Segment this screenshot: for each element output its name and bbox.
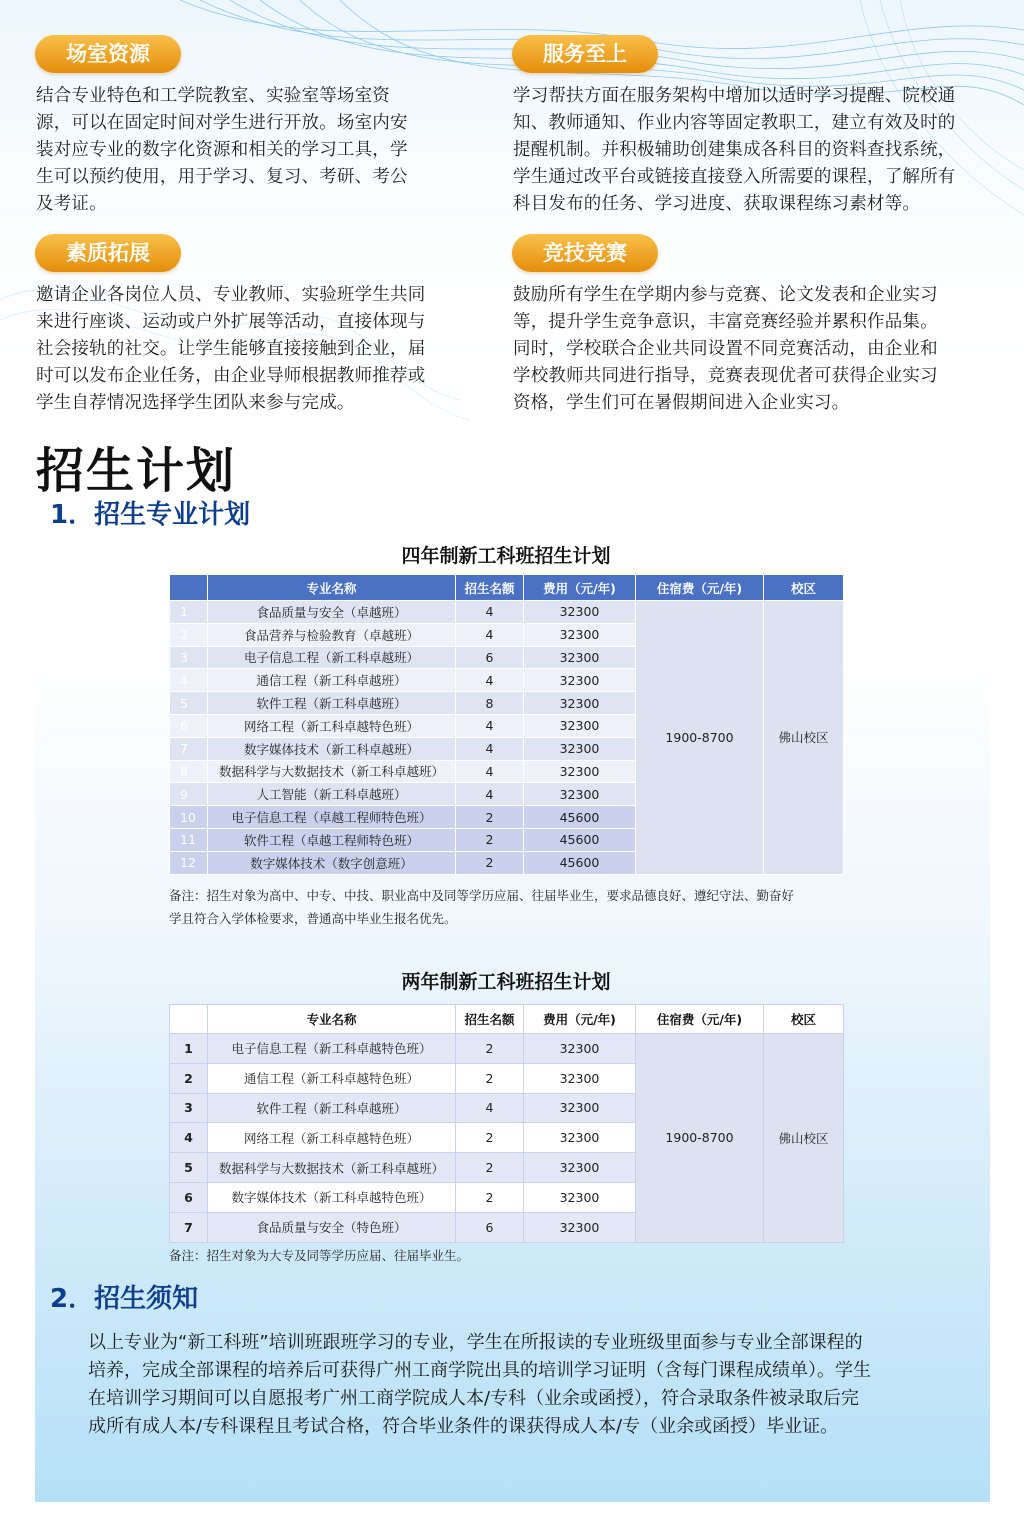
- major-name: 通信工程（新工科卓越班）: [208, 669, 456, 692]
- quota: 4: [456, 601, 524, 624]
- quota: 4: [456, 623, 524, 646]
- campus: 佛山校区: [764, 1034, 844, 1243]
- major-name: 通信工程（新工科卓越特色班）: [208, 1063, 456, 1093]
- table1-title: 四年制新工科班招生计划: [401, 545, 611, 567]
- quota: 8: [456, 692, 524, 715]
- fee: 32300: [524, 1123, 636, 1153]
- quota: 2: [456, 851, 524, 874]
- row-index: 3: [170, 1093, 208, 1123]
- room-resources-text: 结合专业特色和工学院教室、实验室等场室资 源，可以在固定时间对学生进行开放。场室内安 装对应专业的数字化资源和相关的学习工具，学 生可以预约使用，用于学习、复习、考研、考公 及考证。: [36, 86, 408, 214]
- major-name: 人工智能（新工科卓越班）: [208, 783, 456, 806]
- row-index: 4: [170, 1123, 208, 1153]
- quota: 2: [456, 1182, 524, 1212]
- row-index: 3: [170, 646, 208, 669]
- row-index: 4: [170, 669, 208, 692]
- fee: 32300: [524, 692, 636, 715]
- section-badge-competition: 竞技竞赛: [512, 234, 658, 272]
- quota: 2: [456, 806, 524, 829]
- header-index: [170, 575, 208, 601]
- row-index: 6: [170, 714, 208, 737]
- fee: 32300: [524, 1093, 636, 1123]
- section-badge-service: 服务至上: [512, 35, 658, 73]
- fee: 32300: [524, 1034, 636, 1064]
- row-index: 5: [170, 1153, 208, 1183]
- header-fee: 费用（元/年): [524, 575, 636, 601]
- fee: 45600: [524, 851, 636, 874]
- major-name: 电子信息工程（新工科卓越特色班）: [208, 1034, 456, 1064]
- table-header-row: [170, 575, 844, 601]
- quota: 2: [456, 1034, 524, 1064]
- major-name: 软件工程（新工科卓越班）: [208, 692, 456, 715]
- major-name: 数据科学与大数据技术（新工科卓越班）: [208, 1153, 456, 1183]
- quota: 2: [456, 1123, 524, 1153]
- major-name: 数字媒体技术（新工科卓越班）: [208, 737, 456, 760]
- header-index: [170, 1005, 208, 1034]
- header-major: 专业名称: [208, 575, 456, 601]
- quota: 6: [456, 646, 524, 669]
- subheading-enrollment-plan: 1．招生专业计划: [50, 500, 251, 530]
- fee: 32300: [524, 714, 636, 737]
- header-major: 专业名称: [208, 1005, 456, 1034]
- fee: 32300: [524, 669, 636, 692]
- fee: 32300: [524, 737, 636, 760]
- fee: 32300: [524, 1063, 636, 1093]
- quota: 2: [456, 828, 524, 851]
- major-name: 食品质量与安全（特色班）: [208, 1212, 456, 1242]
- fee: 32300: [524, 1182, 636, 1212]
- quota: 4: [456, 669, 524, 692]
- row-index: 5: [170, 692, 208, 715]
- major-name: 数字媒体技术（新工科卓越特色班）: [208, 1182, 456, 1212]
- table-row: [170, 1034, 844, 1064]
- fee: 32300: [524, 783, 636, 806]
- quota: 4: [456, 714, 524, 737]
- two-year-plan-table: [169, 1004, 844, 1243]
- row-index: 1: [170, 1034, 208, 1064]
- row-index: 9: [170, 783, 208, 806]
- fee: 32300: [524, 646, 636, 669]
- quota: 4: [456, 760, 524, 783]
- major-name: 电子信息工程（卓越工程师特色班）: [208, 806, 456, 829]
- row-index: 2: [170, 1063, 208, 1093]
- table2-note: 备注：招生对象为大专及同等学历应届、往届毕业生。: [169, 1248, 470, 1263]
- fee: 32300: [524, 1212, 636, 1242]
- fee: 32300: [524, 601, 636, 624]
- major-name: 电子信息工程（新工科卓越班）: [208, 646, 456, 669]
- quota: 2: [456, 1063, 524, 1093]
- row-index: 10: [170, 806, 208, 829]
- table-header-row: [170, 1005, 844, 1034]
- table-row: [170, 601, 844, 624]
- header-campus: 校区: [764, 1005, 844, 1034]
- lodging-fee: 1900-8700: [636, 1034, 764, 1243]
- major-name: 食品质量与安全（卓越班）: [208, 601, 456, 624]
- row-index: 8: [170, 760, 208, 783]
- enrollment-notice-text: 以上专业为“新工科班”培训班跟班学习的专业，学生在所报读的专业班级里面参与专业全部课程的 培养，完成全部课程的培养后可获得广州工商学院出具的培训学习证明（含每门课程成绩单）。学生 在培训学习期间可以自愿报考广州工商学院成人本/专科（业余或函授），符合录取条件被录取后完 成所有成人本/专科课程且考试合格，符合毕业条件的课获得成人本/专（业余或函授）毕业证。: [88, 1332, 871, 1437]
- header-lodging: 住宿费（元/年): [636, 1005, 764, 1034]
- major-name: 软件工程（新工科卓越班）: [208, 1093, 456, 1123]
- major-name: 网络工程（新工科卓越特色班）: [208, 1123, 456, 1153]
- header-campus: 校区: [764, 575, 844, 601]
- major-name: 数字媒体技术（数字创意班）: [208, 851, 456, 874]
- section-badge-quality-expansion: 素质拓展: [35, 234, 181, 272]
- page-title: 招生计划: [36, 443, 237, 499]
- row-index: 11: [170, 828, 208, 851]
- header-quota: 招生名额: [456, 575, 524, 601]
- quota: 2: [456, 1153, 524, 1183]
- row-index: 2: [170, 623, 208, 646]
- row-index: 12: [170, 851, 208, 874]
- quota: 4: [456, 783, 524, 806]
- fee: 32300: [524, 760, 636, 783]
- row-index: 6: [170, 1182, 208, 1212]
- row-index: 1: [170, 601, 208, 624]
- campus: 佛山校区: [764, 601, 844, 875]
- four-year-plan-table: [169, 574, 844, 875]
- major-name: 数据科学与大数据技术（新工科卓越班）: [208, 760, 456, 783]
- table1-note: 备注：招生对象为高中、中专、中技、职业高中及同等学历应届、往届毕业生，要求品德良好、遵纪守法、勤奋好 学且符合入学体检要求，普通高中毕业生报名优先。: [169, 888, 795, 926]
- major-name: 网络工程（新工科卓越特色班）: [208, 714, 456, 737]
- header-fee: 费用（元/年): [524, 1005, 636, 1034]
- table2-title: 两年制新工科班招生计划: [401, 971, 611, 993]
- competition-text: 鼓励所有学生在学期内参与竞赛、论文发表和企业实习 等，提升学生竞争意识，丰富竞赛经验并累积作品集。 同时，学校联合企业共同设置不同竞赛活动，由企业和 学校教师共同进行指导，竞赛表现优者可获得企业实习 资格，学生们可在暑假期间进入企业实习。: [513, 285, 938, 413]
- major-name: 软件工程（卓越工程师特色班）: [208, 828, 456, 851]
- lodging-fee: 1900-8700: [636, 601, 764, 875]
- header-lodging: 住宿费（元/年): [636, 575, 764, 601]
- fee: 45600: [524, 806, 636, 829]
- subheading-enrollment-notice: 2．招生须知: [50, 1284, 199, 1314]
- fee: 32300: [524, 1153, 636, 1183]
- quota: 4: [456, 1093, 524, 1123]
- quality-expansion-text: 邀请企业各岗位人员、专业教师、实验班学生共同 来进行座谈、运动或户外扩展等活动，直接体现与 社会接轨的社交。让学生能够直接接触到企业，届 时可以发布企业任务，由企业导师根据教师推荐或 学生自荐情况选择学生团队来参与完成。: [36, 285, 426, 413]
- section-badge-room-resources: 场室资源: [35, 35, 181, 73]
- quota: 4: [456, 737, 524, 760]
- major-name: 食品营养与检验教育（卓越班）: [208, 623, 456, 646]
- fee: 45600: [524, 828, 636, 851]
- quota: 6: [456, 1212, 524, 1242]
- row-index: 7: [170, 737, 208, 760]
- row-index: 7: [170, 1212, 208, 1242]
- service-text: 学习帮扶方面在服务架构中增加以适时学习提醒、院校通 知、教师通知、作业内容等固定教职工，建立有效及时的 提醒机制。并积极辅助创建集成各科目的资料查找系统， 学生通过改平台或链接直接登入所需要的课程，了解所有 科目发布的任务、学习进度、获取课程练习素材等。: [513, 86, 956, 214]
- fee: 32300: [524, 623, 636, 646]
- header-quota: 招生名额: [456, 1005, 524, 1034]
